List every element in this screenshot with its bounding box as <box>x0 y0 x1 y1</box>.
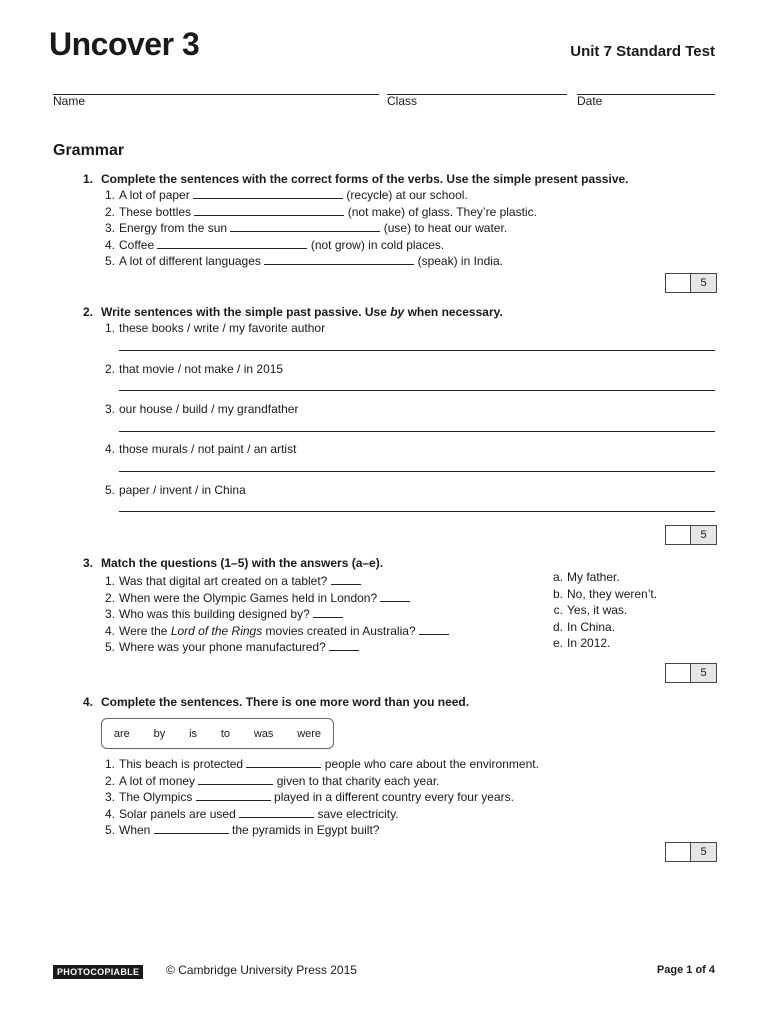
q1-score-box <box>665 273 717 293</box>
word-bank <box>101 718 334 749</box>
name-label: Name <box>53 94 86 108</box>
q1-number: 1. <box>83 172 94 186</box>
score-entry[interactable] <box>666 664 691 682</box>
q2-number: 2. <box>83 305 94 319</box>
q3-answer-list <box>546 569 657 652</box>
q4-item-list <box>98 756 539 839</box>
answer-blank[interactable] <box>329 639 359 651</box>
score-max: 5 <box>691 526 716 544</box>
list-item: 1. This beach is protected people who care about the environment. <box>104 757 539 771</box>
score-entry[interactable] <box>666 274 691 292</box>
q3-number: 3. <box>83 556 94 570</box>
q2-score-box <box>665 525 717 545</box>
list-item: 1. Was that digital art created on a tablet? <box>98 573 449 590</box>
list-item: 4. those murals / not paint / an artist <box>104 442 297 456</box>
q3-heading: 3. Match the questions (1–5) with the answers (a–e). <box>83 556 384 570</box>
answer-line[interactable] <box>119 511 715 512</box>
list-item: 5. Where was your phone manufactured? <box>98 639 449 656</box>
q3-question-list <box>98 573 449 656</box>
q4-score-box <box>665 842 717 862</box>
score-entry[interactable] <box>666 843 691 861</box>
list-item: a. My father. <box>552 570 620 584</box>
q4-number: 4. <box>83 695 94 709</box>
word-bank-item: are <box>113 727 130 740</box>
word-bank-item: were <box>297 727 322 740</box>
list-item: 4. Were the Lord of the Rings movies created in Australia? <box>98 623 449 640</box>
list-item: 5. A lot of different languages (speak) in India. <box>104 254 503 268</box>
list-item: 1. A lot of paper (recycle) at our school. <box>104 188 468 202</box>
word-bank-item: to <box>220 727 231 740</box>
score-entry[interactable] <box>666 526 691 544</box>
list-item: 3. Who was this building designed by? <box>98 606 449 623</box>
name-field-line[interactable] <box>53 94 379 95</box>
list-item: 1. these books / write / my favorite author <box>104 321 326 335</box>
q2-heading: 2. Write sentences with the simple past passive. Use by when necessary. <box>83 305 503 319</box>
answer-blank[interactable] <box>331 573 361 585</box>
class-label: Class <box>387 94 418 108</box>
list-item: 5. When the pyramids in Egypt built? <box>104 823 380 837</box>
q1-instruction: Complete the sentences with the correct forms of the verbs. Use the simple present passive. <box>101 172 629 186</box>
answer-line[interactable] <box>119 350 715 351</box>
answer-line[interactable] <box>119 390 715 391</box>
page-number: Page 1 of 4 <box>656 964 715 976</box>
q4-heading: 4. Complete the sentences. There is one more word than you need. <box>83 695 470 709</box>
list-item: 3. The Olympics played in a different country every four years. <box>104 790 514 804</box>
copyright-text: © Cambridge University Press 2015 <box>166 963 357 977</box>
list-item: 2. When were the Olympic Games held in London? <box>98 590 449 607</box>
answer-blank[interactable] <box>193 187 343 199</box>
answer-blank[interactable] <box>230 220 380 232</box>
q1-item-list <box>98 187 537 270</box>
section-title: Grammar <box>53 142 125 159</box>
word-bank-item: by <box>153 727 166 740</box>
answer-line[interactable] <box>119 471 715 472</box>
list-item: 4. Coffee (not grow) in cold places. <box>104 237 445 252</box>
score-max: 5 <box>691 664 716 682</box>
list-item: c. Yes, it was. <box>553 603 628 617</box>
list-item: e. In 2012. <box>552 636 611 650</box>
list-item: 2. that movie / not make / in 2015 <box>104 362 284 376</box>
answer-blank[interactable] <box>239 806 314 818</box>
answer-blank[interactable] <box>198 773 273 785</box>
word-bank-item: is <box>189 727 198 740</box>
list-item: 5. paper / invent / in China <box>104 483 246 497</box>
q3-score-box <box>665 663 717 683</box>
list-item: 4. Solar panels are used save electricity. <box>104 806 399 821</box>
list-item: 2. These bottles (not make) of glass. They’re plastic. <box>104 204 537 219</box>
book-title: Uncover 3 <box>49 26 200 62</box>
answer-blank[interactable] <box>313 606 343 618</box>
list-item: b. No, they weren’t. <box>552 586 658 601</box>
score-max: 5 <box>691 843 716 861</box>
q1-heading <box>83 172 629 186</box>
answer-line[interactable] <box>119 431 715 432</box>
photocopiable-badge: PHOTOCOPIABLE <box>53 965 143 979</box>
answer-blank[interactable] <box>157 237 307 249</box>
answer-blank[interactable] <box>196 789 271 801</box>
list-item: d. In China. <box>552 619 616 634</box>
date-label: Date <box>577 94 603 108</box>
answer-blank[interactable] <box>264 253 414 265</box>
answer-blank[interactable] <box>154 822 229 834</box>
answer-blank[interactable] <box>380 590 410 602</box>
answer-blank[interactable] <box>194 204 344 216</box>
score-max: 5 <box>691 274 716 292</box>
list-item: 3. Energy from the sun (use) to heat our water. <box>104 221 508 235</box>
test-name: Unit 7 Standard Test <box>570 43 715 60</box>
answer-blank[interactable] <box>419 623 449 635</box>
list-item: 2. A lot of money given to that charity each year. <box>104 773 440 788</box>
word-bank-item: was <box>253 727 274 740</box>
list-item: 3. our house / build / my grandfather <box>104 402 299 416</box>
answer-blank[interactable] <box>246 756 321 768</box>
